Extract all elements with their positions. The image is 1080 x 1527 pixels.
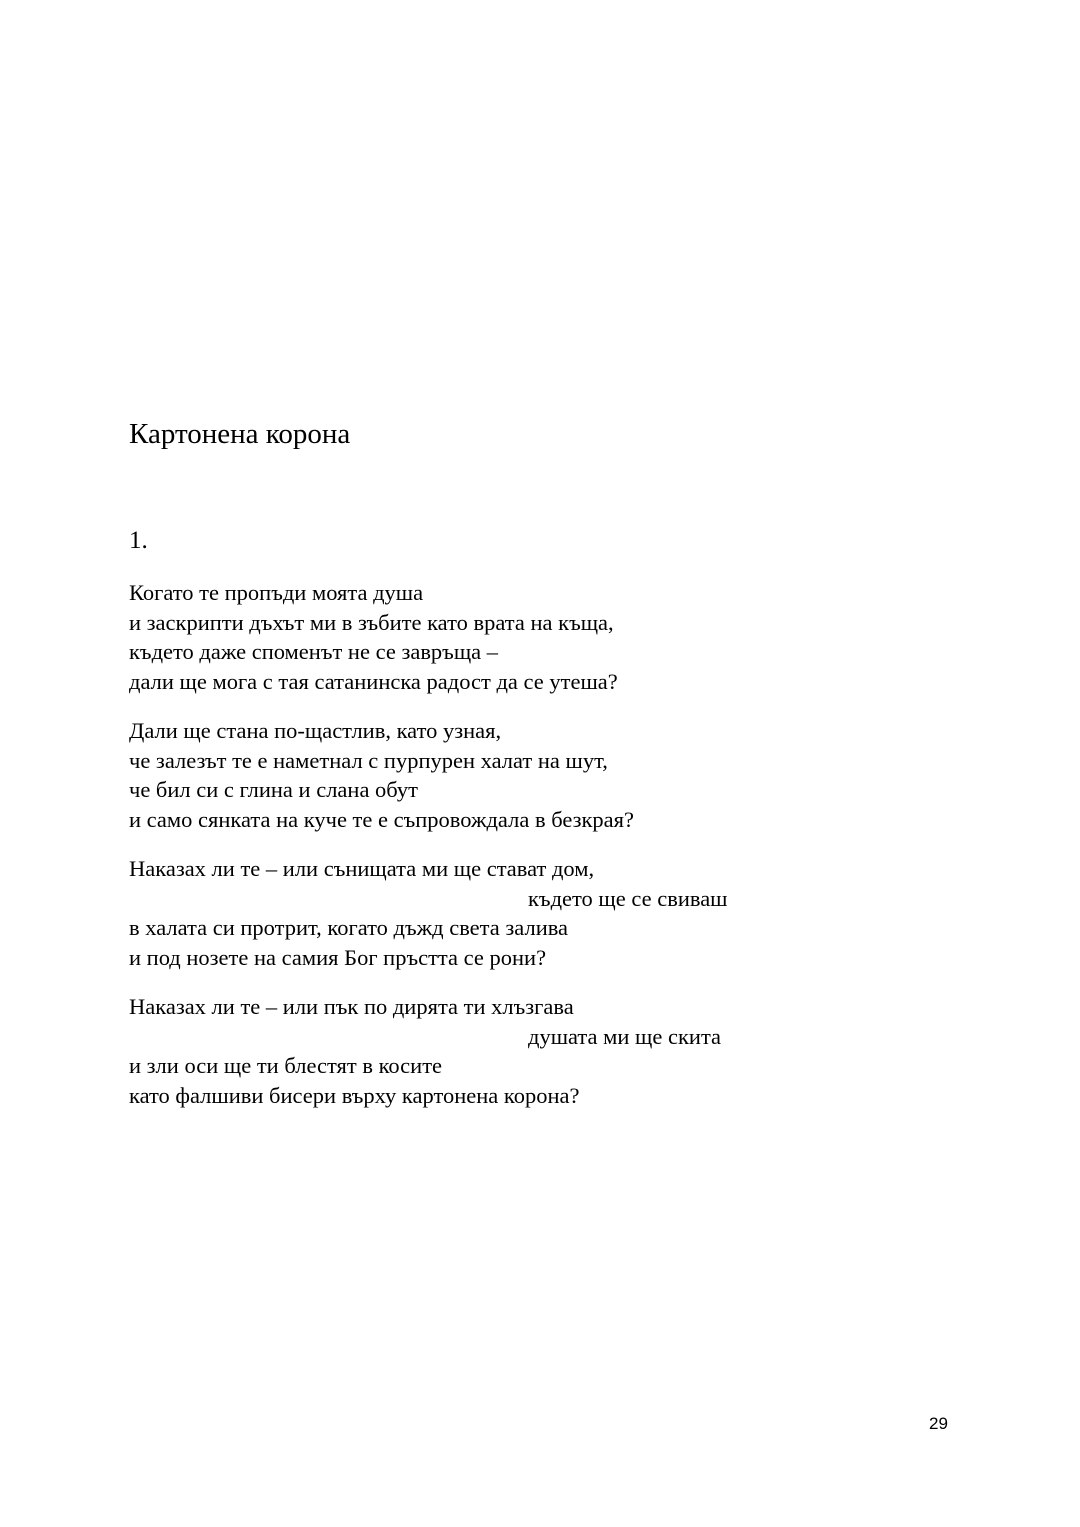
- stanza-1: [129, 578, 889, 696]
- stanza-4: [129, 992, 889, 1110]
- poem-line-indented: където ще се свиваш: [528, 885, 728, 911]
- poem-line: и заскрипти дъхът ми в зъбите като врата на къща,: [129, 609, 614, 635]
- stanza-3: [129, 854, 889, 972]
- poem-line: че залезът те е наметнал с пурпурен халат на шут,: [129, 747, 608, 773]
- poem-line: и под нозете на самия Бог пръстта се рони?: [129, 944, 547, 970]
- poem-body: [129, 578, 889, 1130]
- poem-line: и само сянката на куче те е съпровождала в безкрая?: [129, 806, 635, 832]
- poem-line: Когато те пропъди моята душа: [129, 580, 424, 605]
- poem-line: Дали ще стана по-щастлив, като узная,: [129, 718, 502, 743]
- poem-line: Наказах ли те – или сънищата ми ще стават дом,: [129, 856, 595, 881]
- poem-line: и зли оси ще ти блестят в косите: [129, 1053, 443, 1078]
- page-number: 29: [929, 1414, 948, 1433]
- poem-line: дали ще мога с тая сатанинска радост да се утеша?: [129, 668, 618, 694]
- stanza-2: [129, 716, 889, 834]
- poem-line: където даже споменът не се завръща –: [129, 639, 499, 664]
- section-number: 1.: [129, 527, 148, 554]
- poem-line: че бил си с глина и слана обут: [129, 777, 418, 802]
- poem-line: като фалшиви бисери върху картонена корона?: [129, 1082, 580, 1108]
- poem-line-indented: душата ми ще скита: [528, 1023, 722, 1049]
- poem-line: Наказах ли те – или пък по дирята ти хлъзгава: [129, 994, 574, 1019]
- poem-title: Картонена корона: [129, 418, 351, 450]
- poem-line: в халата си протрит, когато дъжд света залива: [129, 915, 569, 940]
